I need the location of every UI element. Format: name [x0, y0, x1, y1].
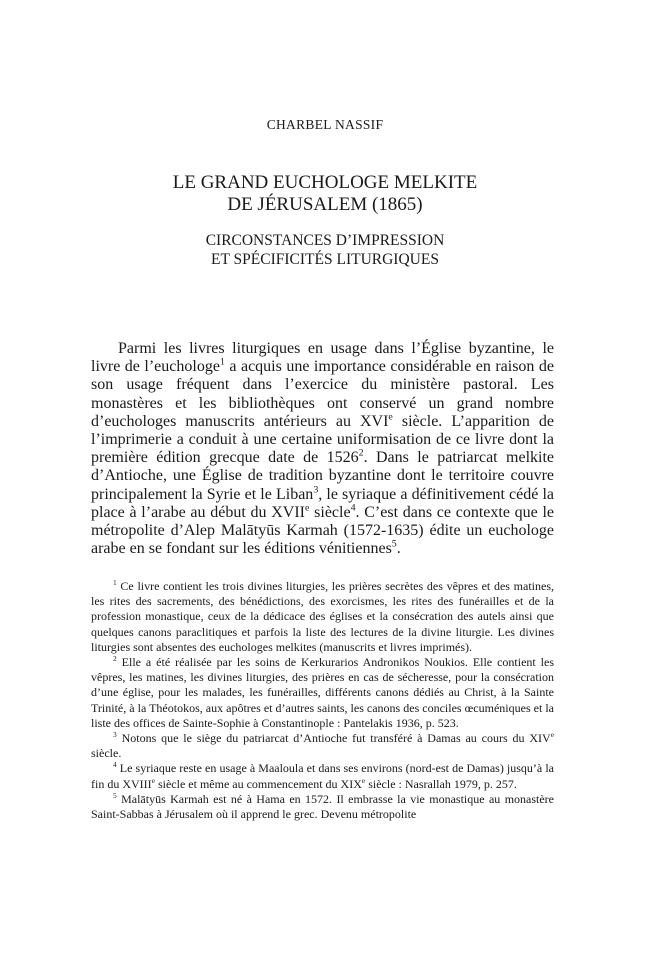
body-text-segment: .: [396, 540, 401, 558]
footnote-text: Notons que le siège du patriarcat d’Antioche fut transféré à Damas au cours du XIV: [116, 731, 551, 746]
title-line-1: LE GRAND EUCHOLOGE MELKITE: [172, 172, 478, 193]
footnote-text: Malātyūs Karmah est né à Hama en 1572. Il embrasse la vie monastique au monastère Saint-Sabbas à Jérusalem où il apprend le grec. Devenu métropolite: [91, 791, 554, 822]
footnotes: [91, 579, 554, 822]
century-superscript: e: [550, 730, 554, 740]
footnote-number: 2: [113, 654, 117, 664]
subtitle-line-1: CIRCONSTANCES D’IMPRESSION: [205, 232, 445, 249]
body-text-segment: Parmi les livres liturgiques en usage dans l’Église byzantine, le livre de l’euchologe: [91, 340, 554, 376]
century-superscript: e: [151, 775, 155, 785]
footnote-4: [91, 761, 554, 791]
subtitle-line-2: ET SPÉCIFICITÉS LITURGIQUES: [211, 250, 439, 268]
footnote-text: Ce livre contient les trois divines liturgies, les prières secrètes des vêpres et des matines, les rites des sacrements, des bénédictions, des exorcismes, les rites des funérailles et de la profession monastique, ceux de la dédicace des églises et la consécration des autels ainsi que quelques canons paraclitiques et parfois la liste des lectures de la divine liturgie. Les divines liturgies sont absentes des euchologes melkites (manuscrits et livres imprimés).: [91, 579, 554, 654]
body-text-segment: . Dans le patriarcat melkite d’Antioche, une Église de tradition byzantine dont le territoire couvre principalement la Syrie et le Liban: [91, 449, 555, 503]
body-text: [91, 340, 554, 558]
footnote-2: [91, 655, 554, 731]
footnote-text: siècle.: [91, 746, 122, 761]
body-text-segment: , le syriaque a définitivement cédé la place à l’arabe au début du XVII: [91, 485, 554, 521]
body-paragraph: [91, 340, 554, 558]
footnote-ref-3: 3: [313, 484, 319, 496]
body-text-segment: siècle: [309, 503, 351, 521]
author-name: CHARBEL NASSIF: [266, 117, 384, 132]
title-line-2: DE JÉRUSALEM (1865): [227, 194, 423, 215]
footnote-text: Elle a été réalisée par les soins de Kerkurarios Andronikos Noukios. Elle contient les vêpres, les matines, les divines liturgies, des prières en cas de sécheresse, pour la consécration d’une église, pour les malades, les funérailles, différents canons dédiés au Christ, à la Sainte Trinité, à la Théotokos, aux apôtres et d’autres saints, les canons des conciles œcuméniques et la liste des offices de Sainte-Sophie à Constantinople : Pantelakis 1936, p. 523.: [91, 655, 554, 730]
century-superscript: e: [305, 502, 310, 514]
footnote-ref-4: 4: [350, 502, 356, 514]
century-superscript: e: [388, 411, 393, 423]
footnote-ref-1: 1: [219, 356, 225, 368]
body-text-segment: siècle. L’apparition de l’imprimerie a conduit à une certaine uniformisation de ce livre dont la première édition grecque date de 1526: [91, 412, 554, 467]
footnote-number: 3: [113, 730, 117, 740]
footnote-ref-2: 2: [358, 447, 364, 459]
footnote-text: Le syriaque reste en usage à Maaloula et dans ses environs (nord-est de Damas) jusqu’à la fin du XVIII: [91, 761, 554, 791]
footnote-number: 1: [113, 578, 117, 587]
footnote-number: 5: [113, 790, 117, 800]
footnote-1: [91, 579, 554, 655]
article-subtitle: [0, 232, 650, 269]
body-text-segment: a acquis une importance considérable en raison de son usage fréquent dans l’exercice du ministère pastoral. Les monastères et les bibliothèques ont conservé un grand nombre d’euchologes manuscrits antérieurs au XVI: [91, 358, 555, 430]
body-text-segment: . C’est dans ce contexte que le métropolite d’Alep Malātyūs Karmah (1572-1635) édite un euchologe arabe en se fondant sur les éditions vénitiennes: [91, 503, 555, 558]
article-title: [0, 172, 650, 216]
century-superscript: e: [361, 775, 366, 785]
footnote-text: siècle : Nasrallah 1979, p. 257.: [365, 776, 517, 791]
footnote-number: 4: [113, 760, 117, 770]
footnote-3: [91, 731, 554, 761]
footnote-text: siècle et même au commencement du XIX: [154, 776, 362, 791]
footnote-5: [91, 792, 554, 822]
footnote-ref-5: 5: [391, 538, 397, 550]
